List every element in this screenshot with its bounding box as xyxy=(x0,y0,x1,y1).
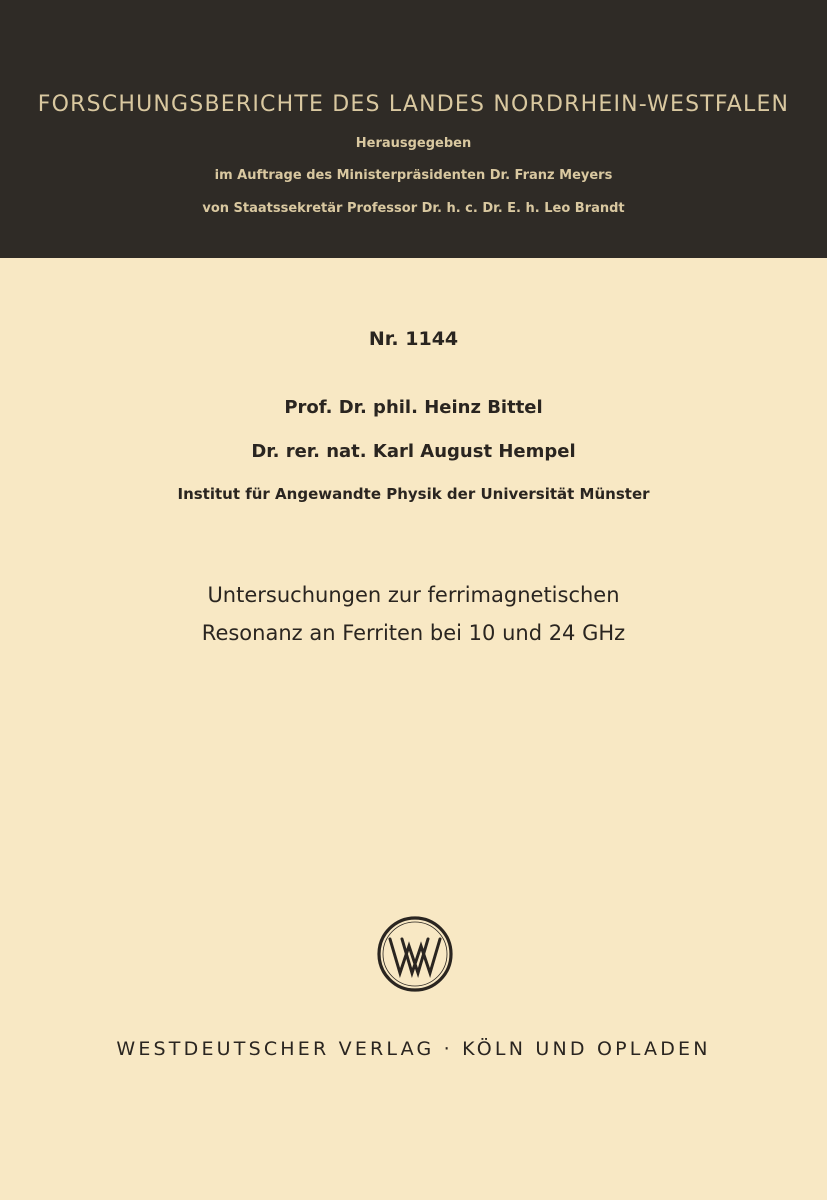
author-2: Dr. rer. nat. Karl August Hempel xyxy=(251,441,576,462)
editor-line-2: im Auftrage des Ministerpräsidenten Dr. Franz Meyers xyxy=(214,168,613,183)
title-line-2: Resonanz an Ferriten bei 10 und 24 GHz xyxy=(201,621,626,645)
header-band xyxy=(0,0,827,258)
institute: Institut für Angewandte Physik der Universität Münster xyxy=(177,485,650,503)
series-title: FORSCHUNGSBERICHTE DES LANDES NORDRHEIN-WESTFALEN xyxy=(37,92,790,117)
editor-line-3: von Staatssekretär Professor Dr. h. c. Dr. E. h. Leo Brandt xyxy=(202,201,625,216)
title-line-1: Untersuchungen zur ferrimagnetischen xyxy=(207,583,620,607)
westdeutscher-verlag-w-logo-icon xyxy=(376,915,454,993)
editor-line-1: Herausgegeben xyxy=(355,136,472,151)
publisher: WESTDEUTSCHER VERLAG · KÖLN UND OPLADEN xyxy=(116,1038,711,1060)
author-1: Prof. Dr. phil. Heinz Bittel xyxy=(284,397,543,418)
report-number: Nr. 1144 xyxy=(368,328,459,350)
